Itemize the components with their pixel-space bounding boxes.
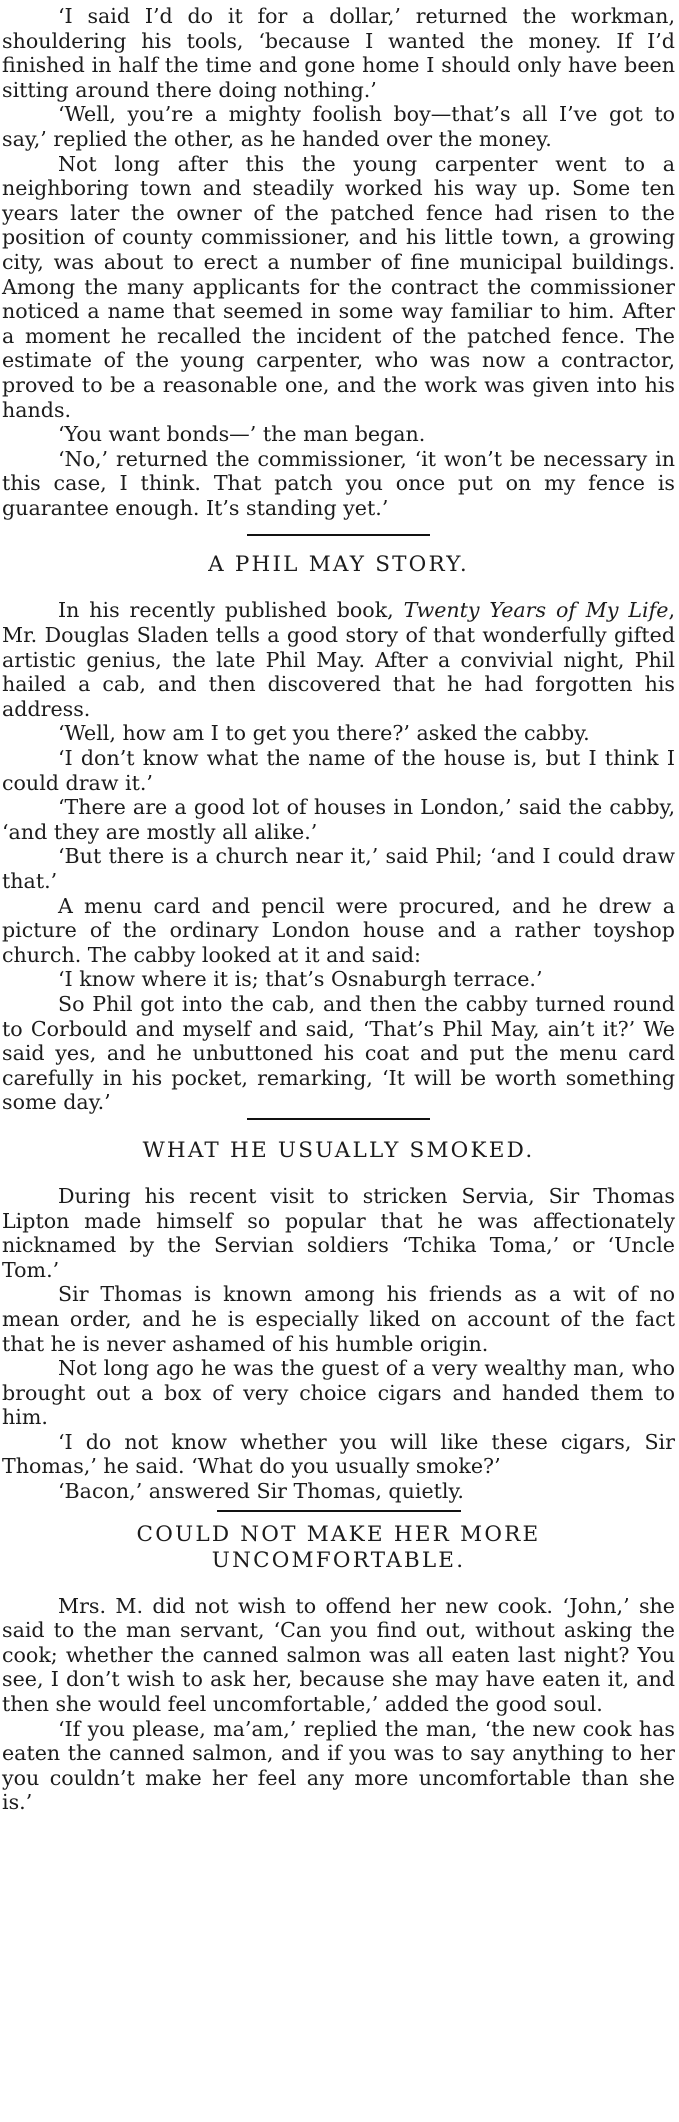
story-could-not-make-her-more-uncomfortable [2, 1522, 675, 1815]
paragraph: ‘I know where it is; that’s Osnaburgh terrace.’ [58, 967, 543, 992]
paragraph: ‘I don’t know what the name of the house is, but I think I could draw it.’ [2, 746, 675, 795]
paragraph: A menu card and pencil were procured, and he drew a picture of the ordinary London house and a rather toyshop church. The cabby looked at it and said: [2, 893, 675, 967]
paragraph: ‘But there is a church near it,’ said Phil; ‘and I could draw that.’ [2, 844, 675, 893]
paragraph: ‘Well, you’re a mighty foolish boy—that’s all I’ve got to say,’ replied the other, as he handed over the money. [2, 102, 675, 151]
paragraph: ‘Well, how am I to get you there?’ asked the cabby. [58, 721, 590, 746]
paragraph: Sir Thomas is known among his friends as a wit of no mean order, and he is especially liked on account of the fact that he is never ashamed of his humble origin. [2, 1282, 675, 1356]
paragraph: Mrs. M. did not wish to offend her new cook. ‘John,’ she said to the man servant, ‘Can you find out, without asking the cook; whether the canned salmon was all eaten last night? You see, I don’t wish to ask her, because she may have eaten it, and then she would feel uncomfortable,’ added the good soul. [2, 1593, 675, 1717]
paragraph: ‘No,’ returned the commissioner, ‘it won’t be necessary in this case, I think. That patch you once put on my fence is guarantee enough. It’s standing yet.’ [2, 446, 675, 520]
paragraph: During his recent visit to stricken Servia, Sir Thomas Lipton made himself so popular that he was affectionately nicknamed by the Servian soldiers ‘Tchika Toma,’ or ‘Uncle Tom.’ [2, 1183, 675, 1282]
paragraph: ‘I said I’d do it for a dollar,’ returned the workman, shouldering his tools, ‘because I wanted the money. If I’d finished in half the time and gone home I should only have been sitting around there doing nothing.’ [2, 4, 675, 102]
headline-line: COULD NOT MAKE HER MORE [136, 1521, 541, 1547]
paragraph: ‘Bacon,’ answered Sir Thomas, quietly. [58, 1479, 464, 1504]
headline-line: UNCOMFORTABLE. [211, 1547, 466, 1573]
story-headline: A PHIL MAY STORY. [208, 552, 469, 578]
paragraph: ‘There are a good lot of houses in London,’ said the cabby, ‘and they are mostly all alike.’ [2, 795, 675, 844]
paragraph: ‘If you please, ma’am,’ replied the man, ‘the new cook has eaten the canned salmon, and if you was to say anything to her you couldn’t make her feel any more uncomfortable than she is.’ [2, 1716, 675, 1815]
story-what-he-usually-smoked [2, 1138, 675, 1504]
story-phil-may [2, 552, 675, 1114]
paragraph: Not long ago he was the guest of a very wealthy man, who brought out a box of very choice cigars and handed them to him. [2, 1356, 675, 1430]
book-title: Twenty Years of My Life [403, 598, 669, 623]
section-divider [247, 534, 430, 536]
paragraph: ‘I do not know whether you will like these cigars, Sir Thomas,’ he said. ‘What do you usually smoke?’ [2, 1429, 675, 1479]
text-run: In his recently published book, [58, 598, 404, 623]
paragraph: ‘You want bonds—’ the man began. [58, 422, 426, 447]
story-headline [2, 1522, 675, 1574]
story-patched-fence-continued [2, 4, 675, 520]
section-divider [247, 1118, 430, 1120]
paragraph: Not long after this the young carpenter went to a neighboring town and steadily worked his way up. Some ten years later the owner of the patched fence had risen to the position of county commissioner, and his little town, a growing city, was about to erect a number of fine municipal buildings. Among the many applicants for the contract the commissioner noticed a name that seemed in some way familiar to him. After a moment he recalled the incident of the patched fence. The estimate of the young carpenter, who was now a contractor, proved to be a reasonable one, and the work was given into his hands. [2, 151, 675, 422]
section-divider [217, 1510, 461, 1512]
text-run: , Mr. Douglas Sladen tells a good story of that wonderfully gifted artistic genius, the late Phil May. After a convivial night, Phil hailed a cab, and then discovered that he had forgotten his address. [2, 598, 675, 721]
paragraph [2, 598, 675, 721]
story-headline: WHAT HE USUALLY SMOKED. [142, 1137, 535, 1163]
paragraph: So Phil got into the cab, and then the cabby turned round to Corbould and myself and said, ‘That’s Phil May, ain’t it?’ We said yes, and he unbuttoned his coat and put the menu card carefully in his pocket, remarking, ‘It will be worth something some day.’ [2, 991, 675, 1115]
